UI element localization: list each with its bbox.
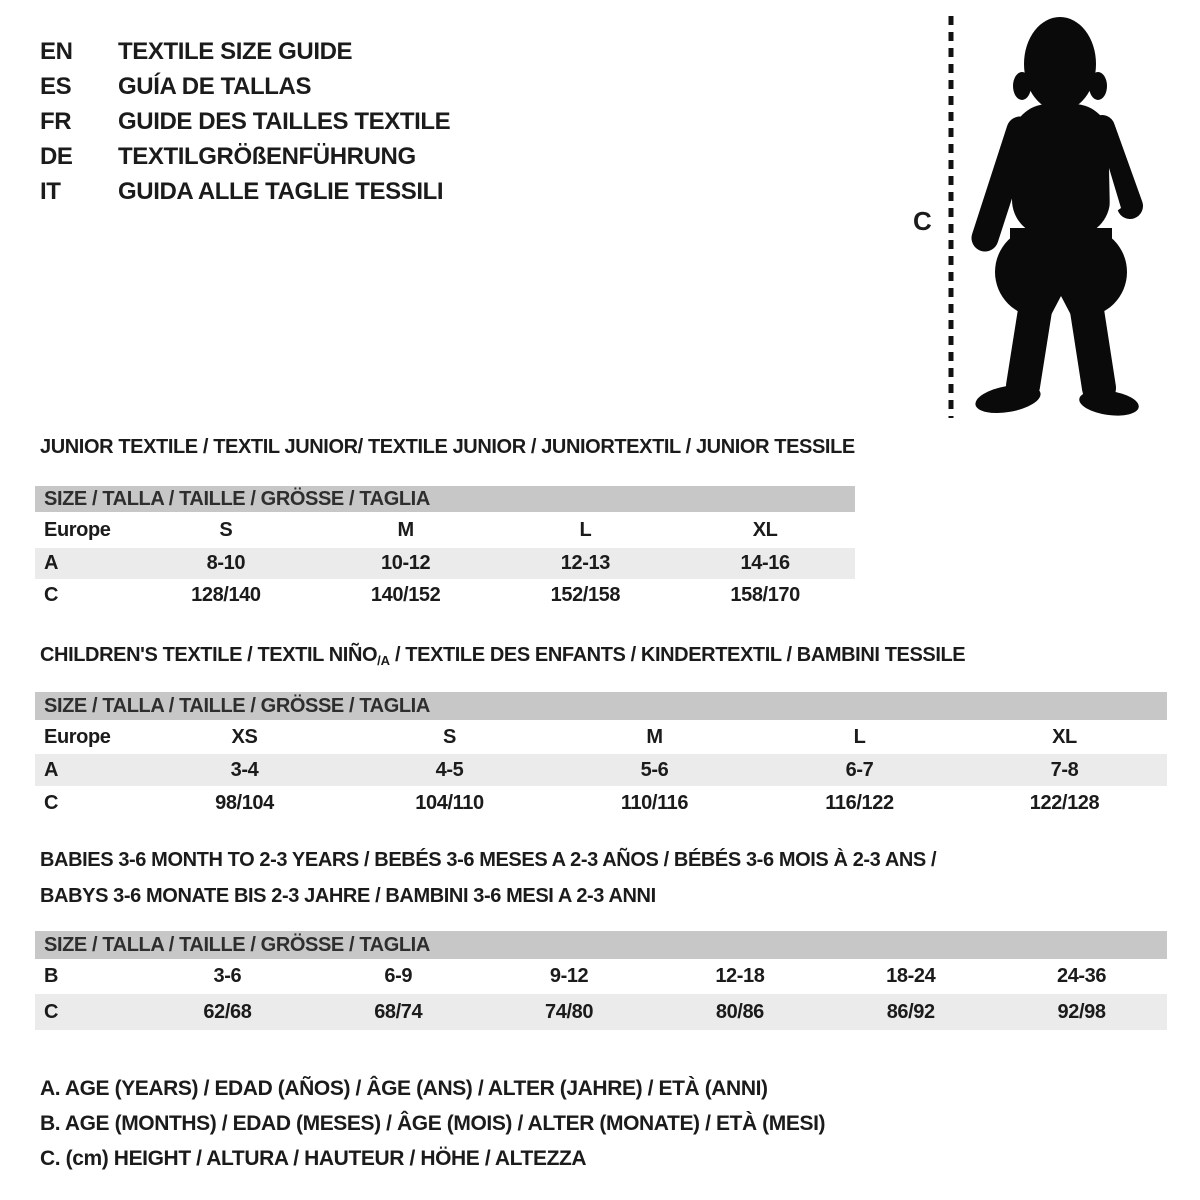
size-value: 98/104 <box>215 791 274 814</box>
language-title-list <box>40 34 450 209</box>
language-row-fr <box>40 104 450 139</box>
note-age-months: B. AGE (MONTHS) / EDAD (MESES) / ÂGE (MOIS) / ALTER (MONATE) / ETÀ (MESI) <box>40 1112 826 1135</box>
baby-silhouette <box>905 8 1160 422</box>
size-col-header: M <box>646 725 663 748</box>
size-value: 10-12 <box>381 552 431 574</box>
size-col-header: S <box>443 725 456 748</box>
guide-title: TEXTILGRÖßENFÜHRUNG <box>118 143 416 170</box>
junior-size-table <box>35 486 855 612</box>
size-value: 140/152 <box>370 584 441 606</box>
size-value: 92/98 <box>1057 1000 1106 1023</box>
size-header-bar: SIZE / TALLA / TAILLE / GRÖSSE / TAGLIA <box>35 931 1167 959</box>
children-title-suffix: / TEXTILE DES ENFANTS / KINDERTEXTIL / BAMBINI TESSILE <box>389 644 966 666</box>
row-label: C <box>44 791 59 814</box>
size-col-header: XL <box>1052 725 1077 748</box>
size-value: 8-10 <box>206 552 246 574</box>
column-header-row <box>35 720 1167 754</box>
guide-title: GUÍA DE TALLAS <box>118 73 312 100</box>
size-col-header: M <box>397 518 414 541</box>
language-row-es <box>40 69 450 104</box>
language-code: DE <box>40 143 73 170</box>
size-value: 128/140 <box>191 584 261 606</box>
size-col-header: L <box>853 725 866 748</box>
language-row-de <box>40 139 450 174</box>
size-value: 116/122 <box>825 791 894 814</box>
language-code: IT <box>40 178 61 205</box>
size-value: 68/74 <box>374 1000 423 1023</box>
language-row-en <box>40 34 450 69</box>
language-code: ES <box>40 73 72 100</box>
height-measure-label: C <box>913 206 932 236</box>
size-col-header: XS <box>231 725 258 748</box>
size-value: 152/158 <box>550 584 621 606</box>
height-measure-figure <box>905 8 1160 422</box>
table-row-height <box>35 994 1167 1030</box>
region-label: Europe <box>44 725 111 748</box>
children-title-subscript: /A <box>377 653 390 668</box>
size-value: 104/110 <box>415 791 484 814</box>
table-row-age-months <box>35 959 1167 994</box>
junior-section-title: JUNIOR TEXTILE / TEXTIL JUNIOR/ TEXTILE JUNIOR / JUNIORTEXTIL / JUNIOR TESSILE <box>40 436 855 458</box>
legend-notes <box>40 1071 825 1176</box>
size-value: 9-12 <box>549 965 589 987</box>
row-label: C <box>44 1000 59 1023</box>
size-value: 3-6 <box>213 965 242 987</box>
size-header-bar: SIZE / TALLA / TAILLE / GRÖSSE / TAGLIA <box>35 692 1167 720</box>
babies-title-line2: BABYS 3-6 MONATE BIS 2-3 JAHRE / BAMBINI 3-6 MESI A 2-3 ANNI <box>40 885 656 907</box>
children-title-prefix: CHILDREN'S TEXTILE / TEXTIL NIÑO <box>40 644 378 666</box>
table-row-height <box>35 786 1167 820</box>
size-value: 86/92 <box>886 1000 935 1023</box>
table-row-age <box>35 548 855 579</box>
size-value: 12-13 <box>560 552 610 574</box>
size-value: 74/80 <box>545 1000 594 1023</box>
table-row-height <box>35 579 855 612</box>
column-header-row <box>35 512 855 548</box>
size-value: 4-5 <box>435 758 464 781</box>
size-value: 24-36 <box>1056 965 1107 987</box>
size-value: 14-16 <box>740 552 790 574</box>
guide-title: TEXTILE SIZE GUIDE <box>118 38 353 65</box>
language-code: FR <box>40 108 72 135</box>
size-header-bar: SIZE / TALLA / TAILLE / GRÖSSE / TAGLIA <box>35 486 855 512</box>
row-label: A <box>44 758 59 781</box>
size-value: 62/68 <box>203 1000 252 1023</box>
size-value: 110/116 <box>620 791 689 814</box>
size-col-header: XL <box>752 518 778 541</box>
size-value: 7-8 <box>1050 758 1079 781</box>
size-value: 3-4 <box>230 758 259 781</box>
row-label: C <box>44 584 59 606</box>
size-value: 5-6 <box>640 758 669 781</box>
size-col-header: L <box>579 518 592 541</box>
babies-section-title <box>40 842 936 914</box>
language-row-it <box>40 174 450 209</box>
size-value: 158/170 <box>730 584 800 606</box>
note-age-years: A. AGE (YEARS) / EDAD (AÑOS) / ÂGE (ANS) / ALTER (JAHRE) / ETÀ (ANNI) <box>40 1077 768 1100</box>
size-value: 18-24 <box>886 965 936 987</box>
table-row-age <box>35 754 1167 786</box>
size-value: 6-7 <box>845 758 874 781</box>
size-value: 6-9 <box>384 965 413 987</box>
size-value: 122/128 <box>1029 791 1100 814</box>
guide-title: GUIDE DES TAILLES TEXTILE <box>118 108 451 135</box>
size-value: 12-18 <box>715 965 765 987</box>
row-label: A <box>44 552 59 574</box>
babies-title-line1: BABIES 3-6 MONTH TO 2-3 YEARS / BEBÉS 3-6 MESES A 2-3 AÑOS / BÉBÉS 3-6 MOIS À 2-3 ANS / <box>40 849 937 871</box>
children-size-table <box>35 692 1167 820</box>
guide-title: GUIDA ALLE TAGLIE TESSILI <box>118 178 444 205</box>
region-label: Europe <box>44 518 111 541</box>
size-col-header: S <box>219 518 233 541</box>
note-height-cm: C. (cm) HEIGHT / ALTURA / HAUTEUR / HÖHE / ALTEZZA <box>40 1147 587 1170</box>
row-label: B <box>44 965 59 987</box>
children-section-title <box>40 644 965 667</box>
language-code: EN <box>40 38 73 65</box>
size-value: 80/86 <box>715 1000 764 1023</box>
babies-size-table <box>35 931 1167 1030</box>
